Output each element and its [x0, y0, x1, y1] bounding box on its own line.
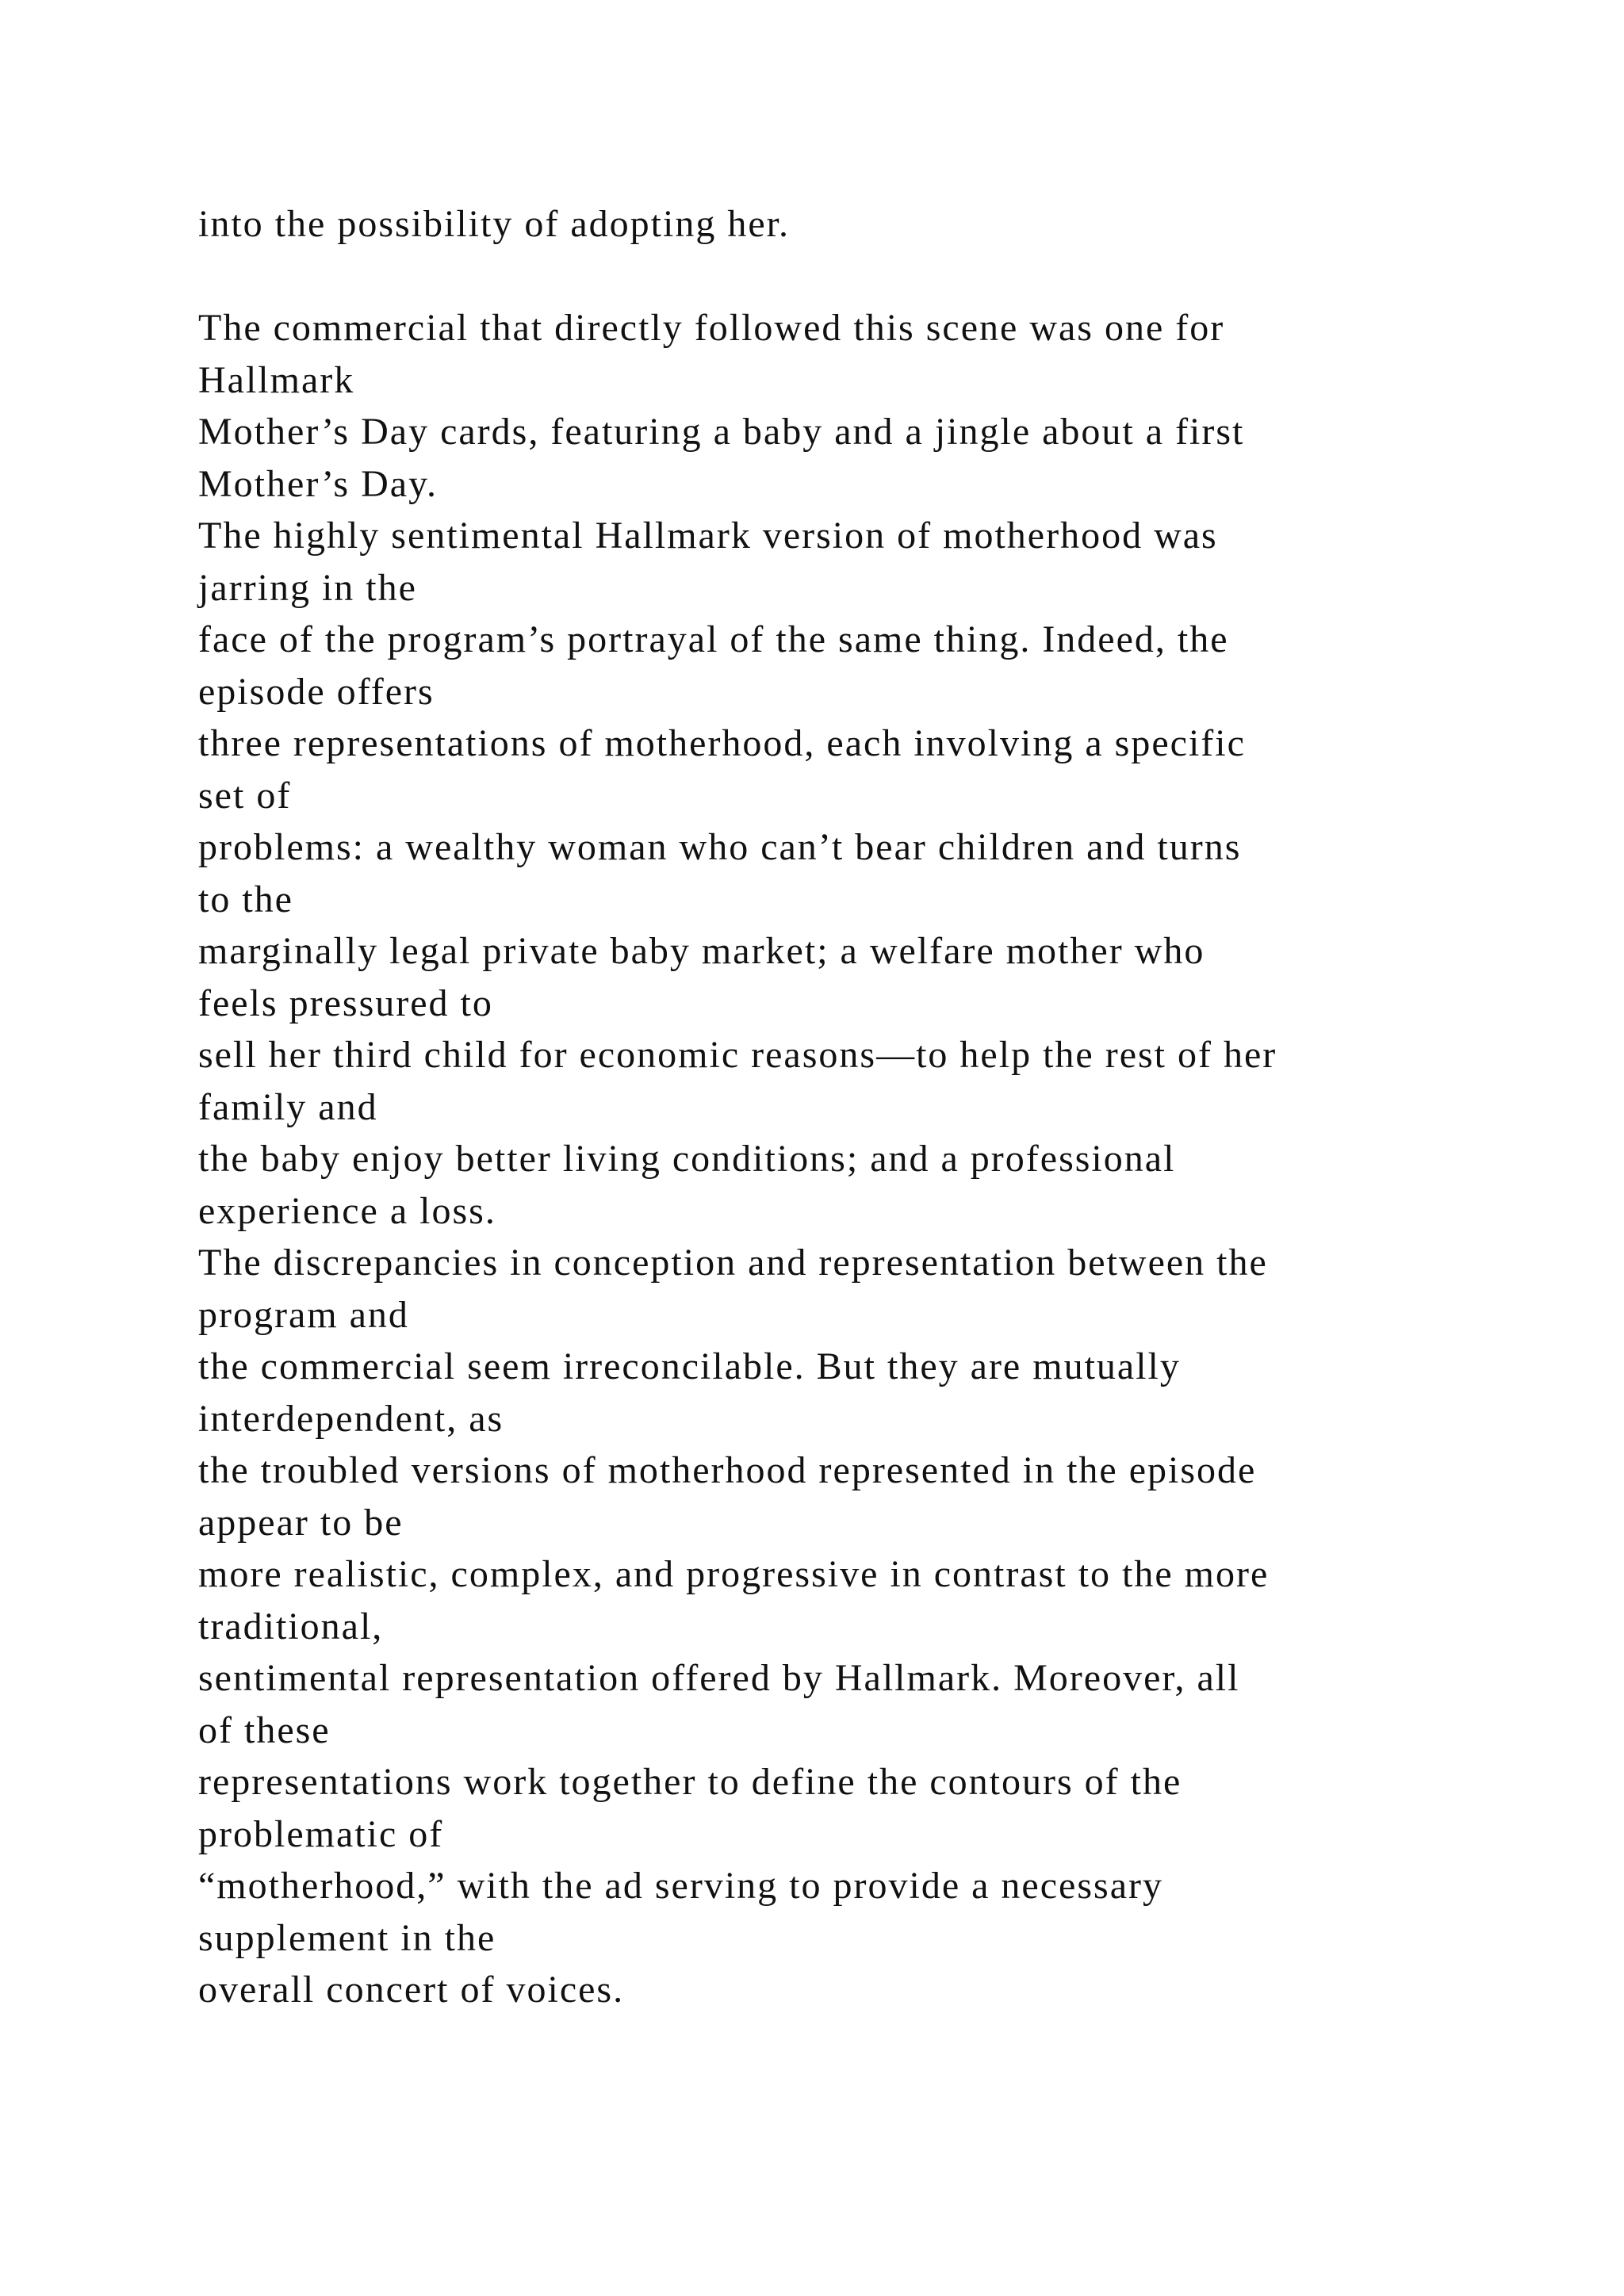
text-line: marginally legal private baby market; a welfare mother who [198, 930, 1205, 972]
text-line: more realistic, complex, and progressive in contrast to the more [198, 1553, 1270, 1595]
text-line: of these [198, 1709, 331, 1751]
text-line: traditional, [198, 1605, 384, 1647]
text-line: feels pressured to [198, 982, 493, 1024]
text-line: supplement in the [198, 1916, 496, 1959]
text-line: three representations of motherhood, each involving a specific [198, 722, 1246, 764]
text-line: The commercial that directly followed this scene was one for [198, 307, 1225, 349]
text-line: episode offers [198, 670, 435, 713]
text-line: “motherhood,” with the ad serving to provide a necessary [198, 1865, 1163, 1907]
text-line: face of the program’s portrayal of the same thing. Indeed, the [198, 618, 1229, 660]
text-line: Mother’s Day cards, featuring a baby and a jingle about a first [198, 411, 1245, 453]
text-line: experience a loss. [198, 1189, 496, 1232]
text-line: problematic of [198, 1812, 444, 1855]
text-line: the baby enjoy better living conditions; and a professional [198, 1138, 1176, 1180]
text-line: appear to be [198, 1501, 404, 1544]
text-line: representations work together to define the contours of the [198, 1761, 1182, 1803]
paragraph-1 [198, 198, 1507, 251]
text-line: sentimental representation offered by Hallmark. Moreover, all [198, 1657, 1240, 1699]
text-line: interdependent, as [198, 1397, 504, 1440]
body-text [198, 198, 1507, 2016]
text-line: program and [198, 1293, 409, 1336]
text-line: into the possibility of adopting her. [198, 203, 790, 245]
text-line: problems: a wealthy woman who can’t bear children and turns [198, 826, 1242, 868]
text-line: overall concert of voices. [198, 1969, 625, 2011]
text-line: The highly sentimental Hallmark version of motherhood was [198, 515, 1218, 557]
text-line: the troubled versions of motherhood represented in the episode [198, 1449, 1257, 1491]
paragraph-2 [198, 302, 1507, 2016]
text-line: sell her third child for economic reasons—to help the rest of her [198, 1034, 1277, 1076]
text-line: the commercial seem irreconcilable. But they are mutually [198, 1345, 1181, 1387]
text-line: set of [198, 774, 292, 817]
paragraph-spacer [198, 251, 1507, 303]
text-line: jarring in the [198, 566, 417, 609]
text-line: to the [198, 878, 293, 920]
text-line: Hallmark [198, 358, 355, 401]
text-line: Mother’s Day. [198, 462, 438, 505]
text-line: The discrepancies in conception and representation between the [198, 1242, 1268, 1284]
text-line: family and [198, 1085, 378, 1128]
